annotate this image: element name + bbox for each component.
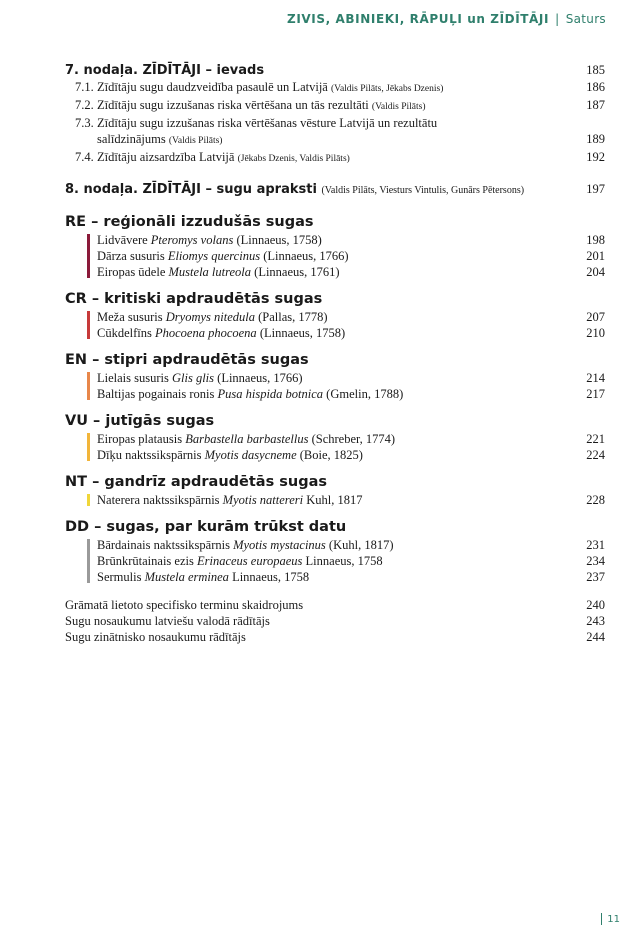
- page-number: 237: [586, 570, 605, 584]
- species-name: Eiropas platausis: [97, 432, 183, 446]
- species-list-cr: [65, 309, 605, 341]
- page-number: 201: [586, 249, 605, 263]
- species-entry[interactable]: [97, 553, 605, 569]
- category-color-bar: [87, 372, 90, 400]
- species-authority: (Pallas, 1778): [258, 310, 328, 324]
- item-title: Zīdītāju aizsardzība Latvijā: [97, 150, 235, 164]
- species-authority: Linnaeus, 1758: [305, 554, 383, 568]
- species-latin: Mustela erminea: [144, 570, 229, 584]
- category-color-bar: [87, 539, 90, 583]
- species-list-nt: [65, 492, 605, 508]
- chapter-authors: (Valdis Pilāts, Viesturs Vintulis, Gunārs Pētersons): [321, 185, 525, 196]
- species-authority: (Linnaeus, 1758): [259, 326, 346, 340]
- header-separator: |: [555, 12, 560, 26]
- species-entry[interactable]: [97, 569, 605, 585]
- category-color-bar: [87, 311, 90, 339]
- species-authority: (Gmelin, 1788): [326, 387, 404, 401]
- species-authority: (Boie, 1825): [299, 448, 363, 462]
- species-entry[interactable]: [97, 309, 605, 325]
- back-item-title: Sugu zinātnisko nosaukumu rādītājs: [65, 630, 246, 644]
- species-name: Lidvāvere: [97, 233, 148, 247]
- page-number: 192: [586, 150, 605, 164]
- species-name: Sermulis: [97, 570, 142, 584]
- page-number: 221: [586, 432, 605, 446]
- species-latin: Dryomys nitedula: [165, 310, 255, 324]
- category-color-bar: [87, 494, 90, 506]
- page-number: 204: [586, 265, 605, 279]
- species-name: Dārza susuris: [97, 249, 165, 263]
- toc-back-item[interactable]: [65, 613, 605, 629]
- species-latin: Phocoena phocoena: [154, 326, 257, 340]
- item-number: 7.3.: [75, 116, 94, 130]
- species-authority: Linnaeus, 1758: [232, 570, 310, 584]
- species-latin: Myotis dasycneme: [204, 448, 297, 462]
- species-entry[interactable]: [97, 370, 605, 386]
- table-of-contents: [65, 62, 605, 645]
- species-name: Brūnkrūtainais ezis: [97, 554, 194, 568]
- folio-rule: [601, 913, 602, 925]
- group-title-dd: DD – sugas, par kurām trūkst datu: [65, 519, 347, 535]
- category-color-bar: [87, 433, 90, 461]
- page-number: 198: [586, 233, 605, 247]
- item-title-continued: salīdzinājums: [97, 132, 166, 146]
- species-name: Lielais susuris: [97, 371, 169, 385]
- species-entry[interactable]: [97, 264, 605, 280]
- group-title-cr: CR – kritiski apdraudētās sugas: [65, 291, 323, 307]
- species-latin: Erinaceus europaeus: [196, 554, 303, 568]
- category-color-bar: [87, 234, 90, 278]
- page-number: 207: [586, 310, 605, 324]
- item-number: 7.2.: [75, 98, 94, 112]
- page-number: 187: [586, 98, 605, 112]
- item-number: 7.1.: [75, 80, 94, 94]
- chapter-title: 7. nodaļa. ZĪDĪTĀJI – ievads: [65, 63, 265, 78]
- species-authority: (Linnaeus, 1766): [263, 249, 349, 263]
- species-latin: Barbastella barbastellus: [185, 432, 309, 446]
- species-entry[interactable]: [97, 325, 605, 341]
- group-title-nt: NT – gandrīz apdraudētās sugas: [65, 474, 328, 490]
- back-item-title: Sugu nosaukumu latviešu valodā rādītājs: [65, 614, 270, 628]
- back-item-title: Grāmatā lietoto specifisko terminu skaidrojums: [65, 598, 304, 612]
- item-author: (Valdis Pilāts): [168, 136, 223, 146]
- species-list-dd: [65, 537, 605, 585]
- item-author: (Valdis Pilāts, Jēkabs Dzenis): [330, 84, 444, 94]
- page-number: 186: [586, 80, 605, 94]
- species-latin: Myotis mystacinus: [233, 538, 326, 552]
- group-title-en: EN – stipri apdraudētās sugas: [65, 352, 309, 368]
- species-list-en: [65, 370, 605, 402]
- species-name: Meža susuris: [97, 310, 163, 324]
- species-authority: Kuhl, 1817: [306, 493, 363, 507]
- page-number: 189: [586, 132, 605, 146]
- species-name: Bārdainais naktssikspārnis: [97, 538, 230, 552]
- toc-item-7-3-cont[interactable]: [65, 131, 605, 149]
- species-name: Eiropas ūdele: [97, 265, 166, 279]
- species-latin: Myotis nattereri: [222, 493, 304, 507]
- page-number: 244: [586, 630, 605, 644]
- item-title: Zīdītāju sugu izzušanas riska vērtēšana un tās rezultāti: [97, 98, 369, 112]
- running-head: [287, 12, 606, 26]
- page-number: 197: [586, 182, 605, 196]
- section-title: Saturs: [565, 12, 606, 26]
- species-latin: Eliomys quercinus: [167, 249, 261, 263]
- species-latin: Pteromys volans: [150, 233, 234, 247]
- toc-item-7-3[interactable]: [65, 115, 605, 131]
- species-latin: Mustela lutreola: [168, 265, 252, 279]
- species-name: Baltijas pogainais ronis: [97, 387, 215, 401]
- species-authority: (Linnaeus, 1761): [254, 265, 340, 279]
- item-title: Zīdītāju sugu izzušanas riska vērtēšanas vēsture Latvijā un rezultātu: [97, 116, 438, 130]
- species-entry[interactable]: [97, 447, 605, 463]
- page-number: 240: [586, 598, 605, 612]
- species-entry[interactable]: [97, 232, 605, 248]
- page-number: 234: [586, 554, 605, 568]
- page-number: 214: [586, 371, 605, 385]
- page-number: 217: [586, 387, 605, 401]
- species-name: Dīķu naktssikspārnis: [97, 448, 202, 462]
- book-title: ZIVIS, ABINIEKI, RĀPUĻI un ZĪDĪTĀJI: [287, 12, 550, 26]
- toc-item-7-2[interactable]: [65, 97, 605, 115]
- toc-back-item[interactable]: [65, 597, 605, 613]
- species-list-re: [65, 232, 605, 280]
- item-title: Zīdītāju sugu daudzveidība pasaulē un Latvijā: [97, 80, 328, 94]
- page-folio: [601, 913, 620, 925]
- species-entry[interactable]: [97, 386, 605, 402]
- species-name: Naterera naktssikspārnis: [97, 493, 220, 507]
- toc-back-item[interactable]: [65, 629, 605, 645]
- species-latin: Glis glis: [172, 371, 215, 385]
- species-authority: (Linnaeus, 1758): [236, 233, 322, 247]
- species-entry[interactable]: [97, 537, 605, 553]
- toc-chapter-8[interactable]: [65, 181, 605, 199]
- group-title-re: RE – reģionāli izzudušās sugas: [65, 214, 314, 230]
- page-number: 185: [586, 63, 605, 77]
- group-title-vu: VU – jutīgās sugas: [65, 413, 215, 429]
- species-entry[interactable]: [97, 431, 605, 447]
- species-authority: (Schreber, 1774): [311, 432, 396, 446]
- species-entry[interactable]: [97, 248, 605, 264]
- page-number: 243: [586, 614, 605, 628]
- chapter-title: 8. nodaļa. ZĪDĪTĀJI – sugu apraksti: [65, 182, 317, 197]
- species-authority: (Linnaeus, 1766): [217, 371, 303, 385]
- folio-number: 11: [607, 914, 620, 925]
- toc-item-7-4[interactable]: [65, 149, 605, 167]
- toc-item-7-1[interactable]: [65, 79, 605, 97]
- item-number: 7.4.: [75, 150, 94, 164]
- page-number: 224: [586, 448, 605, 462]
- species-entry[interactable]: [97, 492, 605, 508]
- species-list-vu: [65, 431, 605, 463]
- species-latin: Pusa hispida botnica: [217, 387, 324, 401]
- item-author: (Jēkabs Dzenis, Valdis Pilāts): [237, 154, 350, 164]
- back-matter: [65, 597, 605, 645]
- toc-chapter-7[interactable]: [65, 62, 605, 79]
- item-author: (Valdis Pilāts): [371, 102, 426, 112]
- species-name: Cūkdelfīns: [97, 326, 152, 340]
- page-number: 228: [586, 493, 605, 507]
- page-number: 210: [586, 326, 605, 340]
- page-number: 231: [586, 538, 605, 552]
- species-authority: (Kuhl, 1817): [328, 538, 394, 552]
